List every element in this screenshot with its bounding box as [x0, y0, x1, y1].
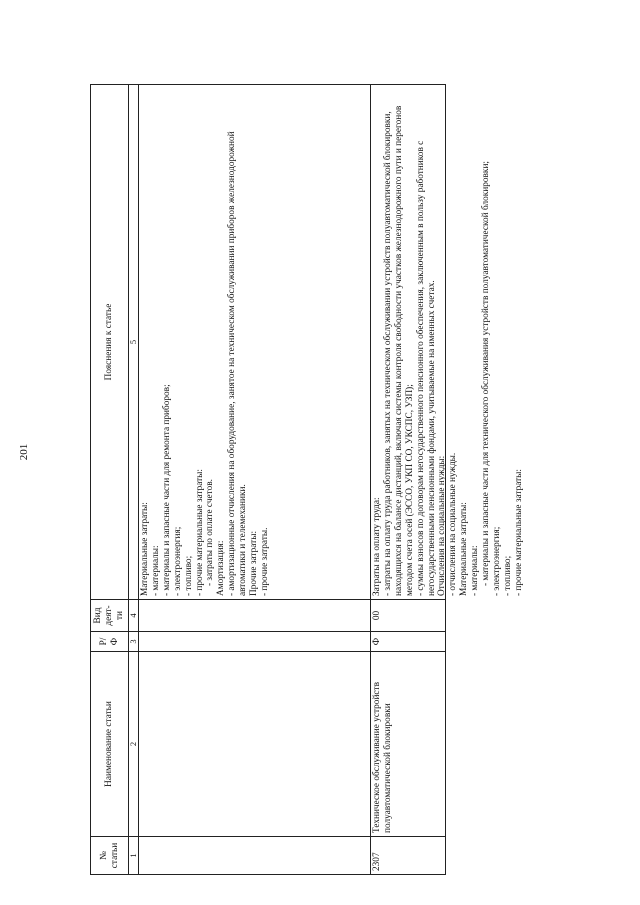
explanation-line: - электроэнергия; [491, 526, 502, 596]
articles-table [90, 84, 524, 875]
explanation-line: Материальные затраты: [140, 502, 150, 596]
explanation-line: Материальные затраты: [459, 502, 470, 596]
row-1-activity [138, 600, 370, 632]
explanation-line: - материалы: [150, 545, 161, 596]
header-article-number: № статьи [90, 837, 128, 875]
row-2-explanation [370, 85, 524, 600]
row-1-explanation [138, 85, 370, 600]
explanation-line: - суммы взносов по договорам негосударственного пенсионного обеспечения, заключенным в пользу работников с негосударственными пенсионными фондами, учитываемые на именных счетах. [415, 140, 437, 596]
explanation-line: - затраты на оплату труда работников, занятых на техническом обслуживании устройств полуавтоматической блокировки, находящихся на балансе дистанций, включая системы контроля свободности участков железнодорожного пути и перегонов методом счета осей (ЭССО, УКП СО, УКСПС, УЗП); [382, 105, 415, 596]
explanation-line: - материалы и запасные части для ремонта приборов; [161, 384, 172, 596]
explanation-line: - отчисления на социальные нужды. [448, 452, 459, 596]
row-2-name: Техническое обслуживание устройств полуавтоматической блокировки [370, 652, 445, 837]
column-number-3: 3 [128, 632, 138, 652]
column-number-4: 4 [128, 600, 138, 632]
header-explanation: Пояснения к статье [90, 85, 128, 600]
explanation-line: - топливо; [183, 555, 194, 596]
column-number-2: 2 [128, 652, 138, 837]
explanation-line: Отчисления на социальные нужды: [437, 455, 448, 596]
header-article-name: Наименование статьи [90, 652, 128, 837]
row-2-rf: Ф [370, 632, 445, 652]
row-2-number: 2307 [370, 837, 445, 875]
explanation-line: - затраты по оплате счетов. [205, 479, 216, 586]
explanation-line: - электроэнергия; [172, 526, 183, 596]
explanation-line: - прочие затраты. [259, 527, 270, 596]
header-rf: Р/ Ф [90, 632, 128, 652]
row-1-number [138, 837, 370, 875]
row-2-activity: 00 [370, 600, 445, 632]
explanation-line: Затраты на оплату труда: [372, 497, 382, 596]
row-1-rf [138, 632, 370, 652]
page-number: 201 [18, 443, 30, 461]
explanation-line: - материалы: [470, 545, 481, 596]
explanation-line: - амортизационные отчисления на оборудование, занятое на техническом обслуживании приборов железнодорожной автоматики и телемеханики. [227, 131, 249, 596]
explanation-line: - материалы и запасные части для технического обслуживания устройств полуавтоматической блокировки; [481, 160, 492, 586]
explanation-line: - прочие материальные затраты: [194, 469, 205, 596]
column-number-1: 1 [128, 837, 138, 875]
explanation-line: - топливо; [502, 555, 513, 596]
explanation-line: Прочие затраты: [249, 530, 260, 596]
row-1-name [138, 652, 370, 837]
explanation-line: - прочие материальные затраты: [513, 469, 524, 596]
header-activity-type: Вид деят-ти [90, 600, 128, 632]
column-number-5: 5 [128, 85, 138, 600]
explanation-line: Амортизация: [216, 540, 227, 596]
